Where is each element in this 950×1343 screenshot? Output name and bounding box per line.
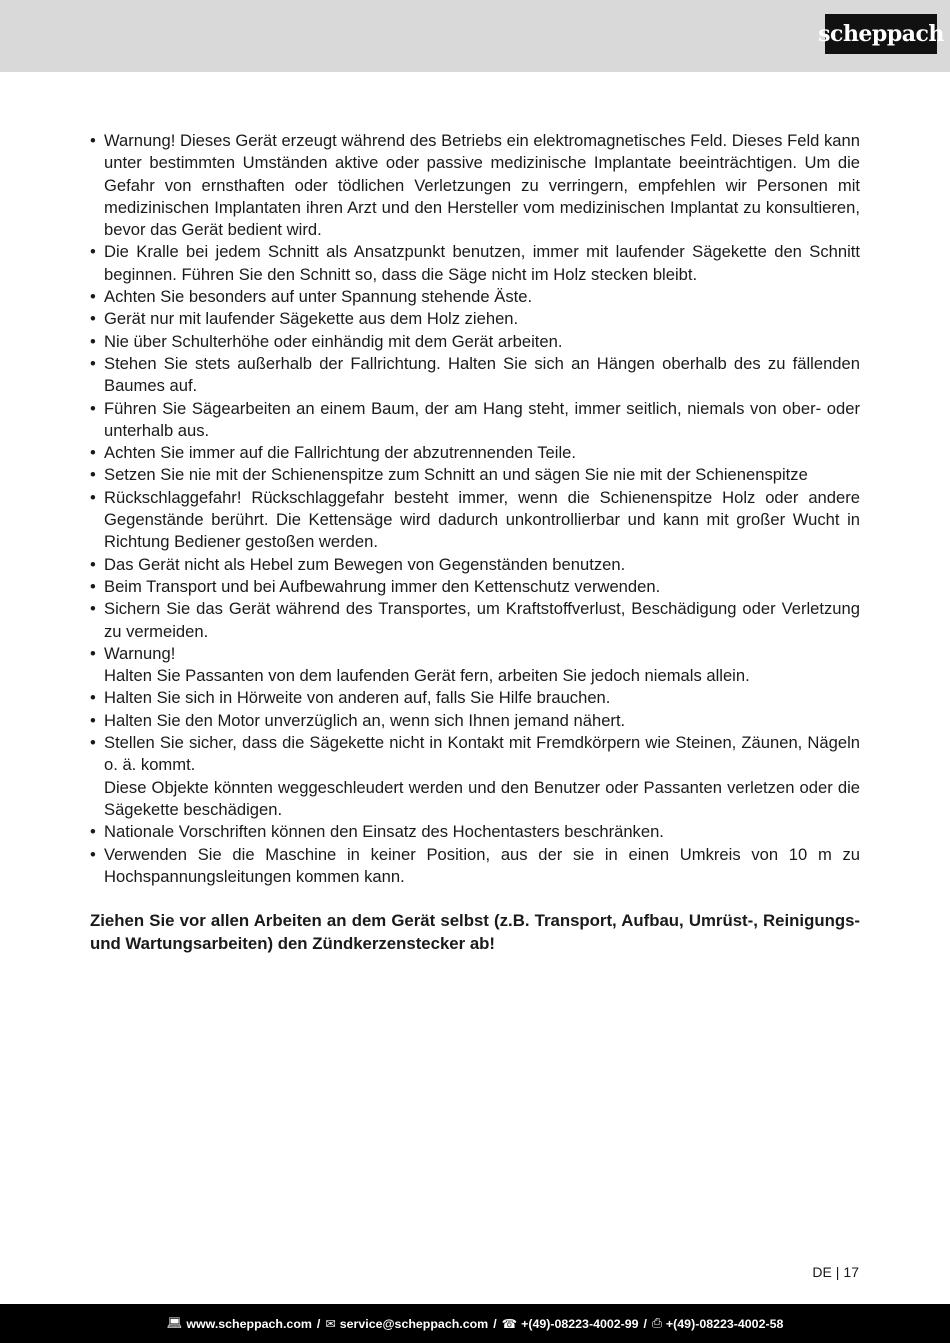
footer-contact-bar — [0, 1304, 950, 1343]
footer-website[interactable]: www.scheppach.com — [186, 1316, 312, 1331]
logo-text: scheppach — [818, 21, 944, 47]
fax-icon: ⎙ — [652, 1316, 662, 1330]
page-language: DE — [812, 1264, 832, 1280]
bullet-text: • Achten Sie immer auf die Fallrichtung der abzutrennenden Teile. — [104, 443, 576, 463]
bullet-item — [90, 576, 860, 598]
footer-phone: +(49)-08223-4002-99 — [521, 1316, 639, 1331]
page-number — [812, 1264, 859, 1280]
bullet-item — [90, 398, 860, 443]
footer-fax: +(49)-08223-4002-58 — [665, 1316, 784, 1331]
bullet-text: • Sichern Sie das Gerät während des Transportes, um Kraftstoffverlust, Beschädigung oder Verletzung zu vermeiden. — [104, 599, 860, 641]
bullet-text: • Die Kralle bei jedem Schnitt als Ansatzpunkt benutzen, immer mit laufender Sägekette den Schnitt beginnen. Führen Sie den Schnitt so, dass die Säge nicht im Holz stecken bleibt. — [104, 242, 860, 284]
bullet-item — [90, 331, 860, 353]
bullet-item — [90, 130, 860, 241]
bullet-text: • Führen Sie Sägearbeiten an einem Baum, der am Hang steht, immer seitlich, niemals von ober- oder unterhalb aus. — [104, 398, 860, 440]
bullet-text: Diese Objekte könnten weggeschleudert werden und den Benutzer oder Passanten verletzen oder die Sägekette beschädigen. — [104, 777, 860, 819]
page-separator: | — [835, 1264, 840, 1280]
footer-separator: / — [493, 1316, 497, 1331]
bullet-text: • Gerät nur mit laufender Sägekette aus dem Holz ziehen. — [104, 309, 519, 329]
phone-icon: ☎ — [501, 1317, 518, 1331]
bullet-list — [90, 130, 860, 888]
scheppach-logo — [818, 14, 944, 54]
bullet-item — [90, 732, 860, 821]
bullet-text: • Halten Sie sich in Hörweite von anderen auf, falls Sie Hilfe brauchen. — [104, 688, 611, 708]
bullet-item — [90, 308, 860, 330]
bullet-text: • Stehen Sie stets außerhalb der Fallrichtung. Halten Sie sich an Hängen oberhalb des zu fällenden Baumes auf. — [104, 353, 860, 396]
bullet-text: • Warnung! — [104, 643, 176, 663]
bullet-item — [90, 286, 860, 308]
header-band — [0, 0, 950, 72]
bullet-text: Halten Sie Passanten von dem laufenden Gerät fern, arbeiten Sie jedoch niemals allein. — [104, 666, 750, 686]
bullet-text: • Beim Transport und bei Aufbewahrung immer den Kettenschutz verwenden. — [104, 576, 661, 596]
bullet-text: • Setzen Sie nie mit der Schienenspitze zum Schnitt an und sägen Sie nie mit der Schienenspitze — [104, 465, 808, 485]
bullet-text: • Halten Sie den Motor unverzüglich an, wenn sich Ihnen jemand nähert. — [104, 710, 626, 730]
bullet-item — [90, 710, 860, 732]
bullet-item — [90, 464, 860, 486]
page-number-value: 17 — [843, 1264, 859, 1280]
bullet-text: • Achten Sie besonders auf unter Spannung stehende Äste. — [104, 287, 533, 307]
bullet-item — [90, 643, 860, 688]
mail-icon: ✉ — [325, 1317, 336, 1331]
bullet-text: • Stellen Sie sicher, dass die Sägekette nicht in Kontakt mit Fremdkörpern wie Steinen, Zäunen, Nägeln o. ä. kommt. — [104, 733, 860, 775]
bullet-item — [90, 241, 860, 286]
bullet-item — [90, 821, 860, 843]
bullet-text: • Das Gerät nicht als Hebel zum Bewegen von Gegenständen benutzen. — [104, 554, 626, 574]
bullet-text: • Warnung! Dieses Gerät erzeugt während des Betriebs ein elektromagnetisches Feld. Dieses Feld kann unter bestimmten Umständen aktive oder passive medizinische Implantate beeinträchtigen. Um die Gefahr von ernsthaften oder tödlichen Verletzungen zu verringern, empfehlen wir Personen mit medizinischen Implantaten ihren Arzt und den Hersteller vom medizinischen Implantat zu konsultieren, bevor das Gerät bedient wird. — [104, 131, 860, 240]
bullet-item — [90, 687, 860, 709]
footer-separator: / — [316, 1316, 321, 1331]
bullet-item — [90, 844, 860, 889]
bullet-item — [90, 442, 860, 464]
bullet-item — [90, 487, 860, 554]
bullet-text: • Nationale Vorschriften können den Einsatz des Hochentasters beschränken. — [104, 822, 664, 842]
bullet-item — [90, 598, 860, 643]
bullet-item — [90, 353, 860, 398]
footer-separator: / — [643, 1316, 647, 1331]
spark-plug-notice: Ziehen Sie vor allen Arbeiten an dem Gerät selbst (z.B. Transport, Aufbau, Umrüst-, Reinigungs- und Wartungsarbeiten) den Zündkerzenstecker ab! — [90, 911, 860, 953]
footer-email[interactable]: service@scheppach.com — [339, 1316, 489, 1331]
safety-instructions — [90, 130, 860, 955]
bullet-text: • Verwenden Sie die Maschine in keiner Position, aus der sie in einen Umkreis von 10 m zu Hochspannungsleitungen kommen kann. — [104, 844, 860, 886]
bullet-text: • Nie über Schulterhöhe oder einhändig mit dem Gerät arbeiten. — [104, 331, 563, 351]
computer-icon: 💻︎ — [166, 1316, 183, 1330]
bullet-text: • Rückschlaggefahr! Rückschlaggefahr besteht immer, wenn die Schienenspitze Holz oder andere Gegenstände berührt. Die Kettensäge wird dadurch unkontrollierbar und kann mit großer Wucht in Richtung Bediener gestoßen werden. — [104, 487, 860, 552]
bullet-item — [90, 554, 860, 576]
